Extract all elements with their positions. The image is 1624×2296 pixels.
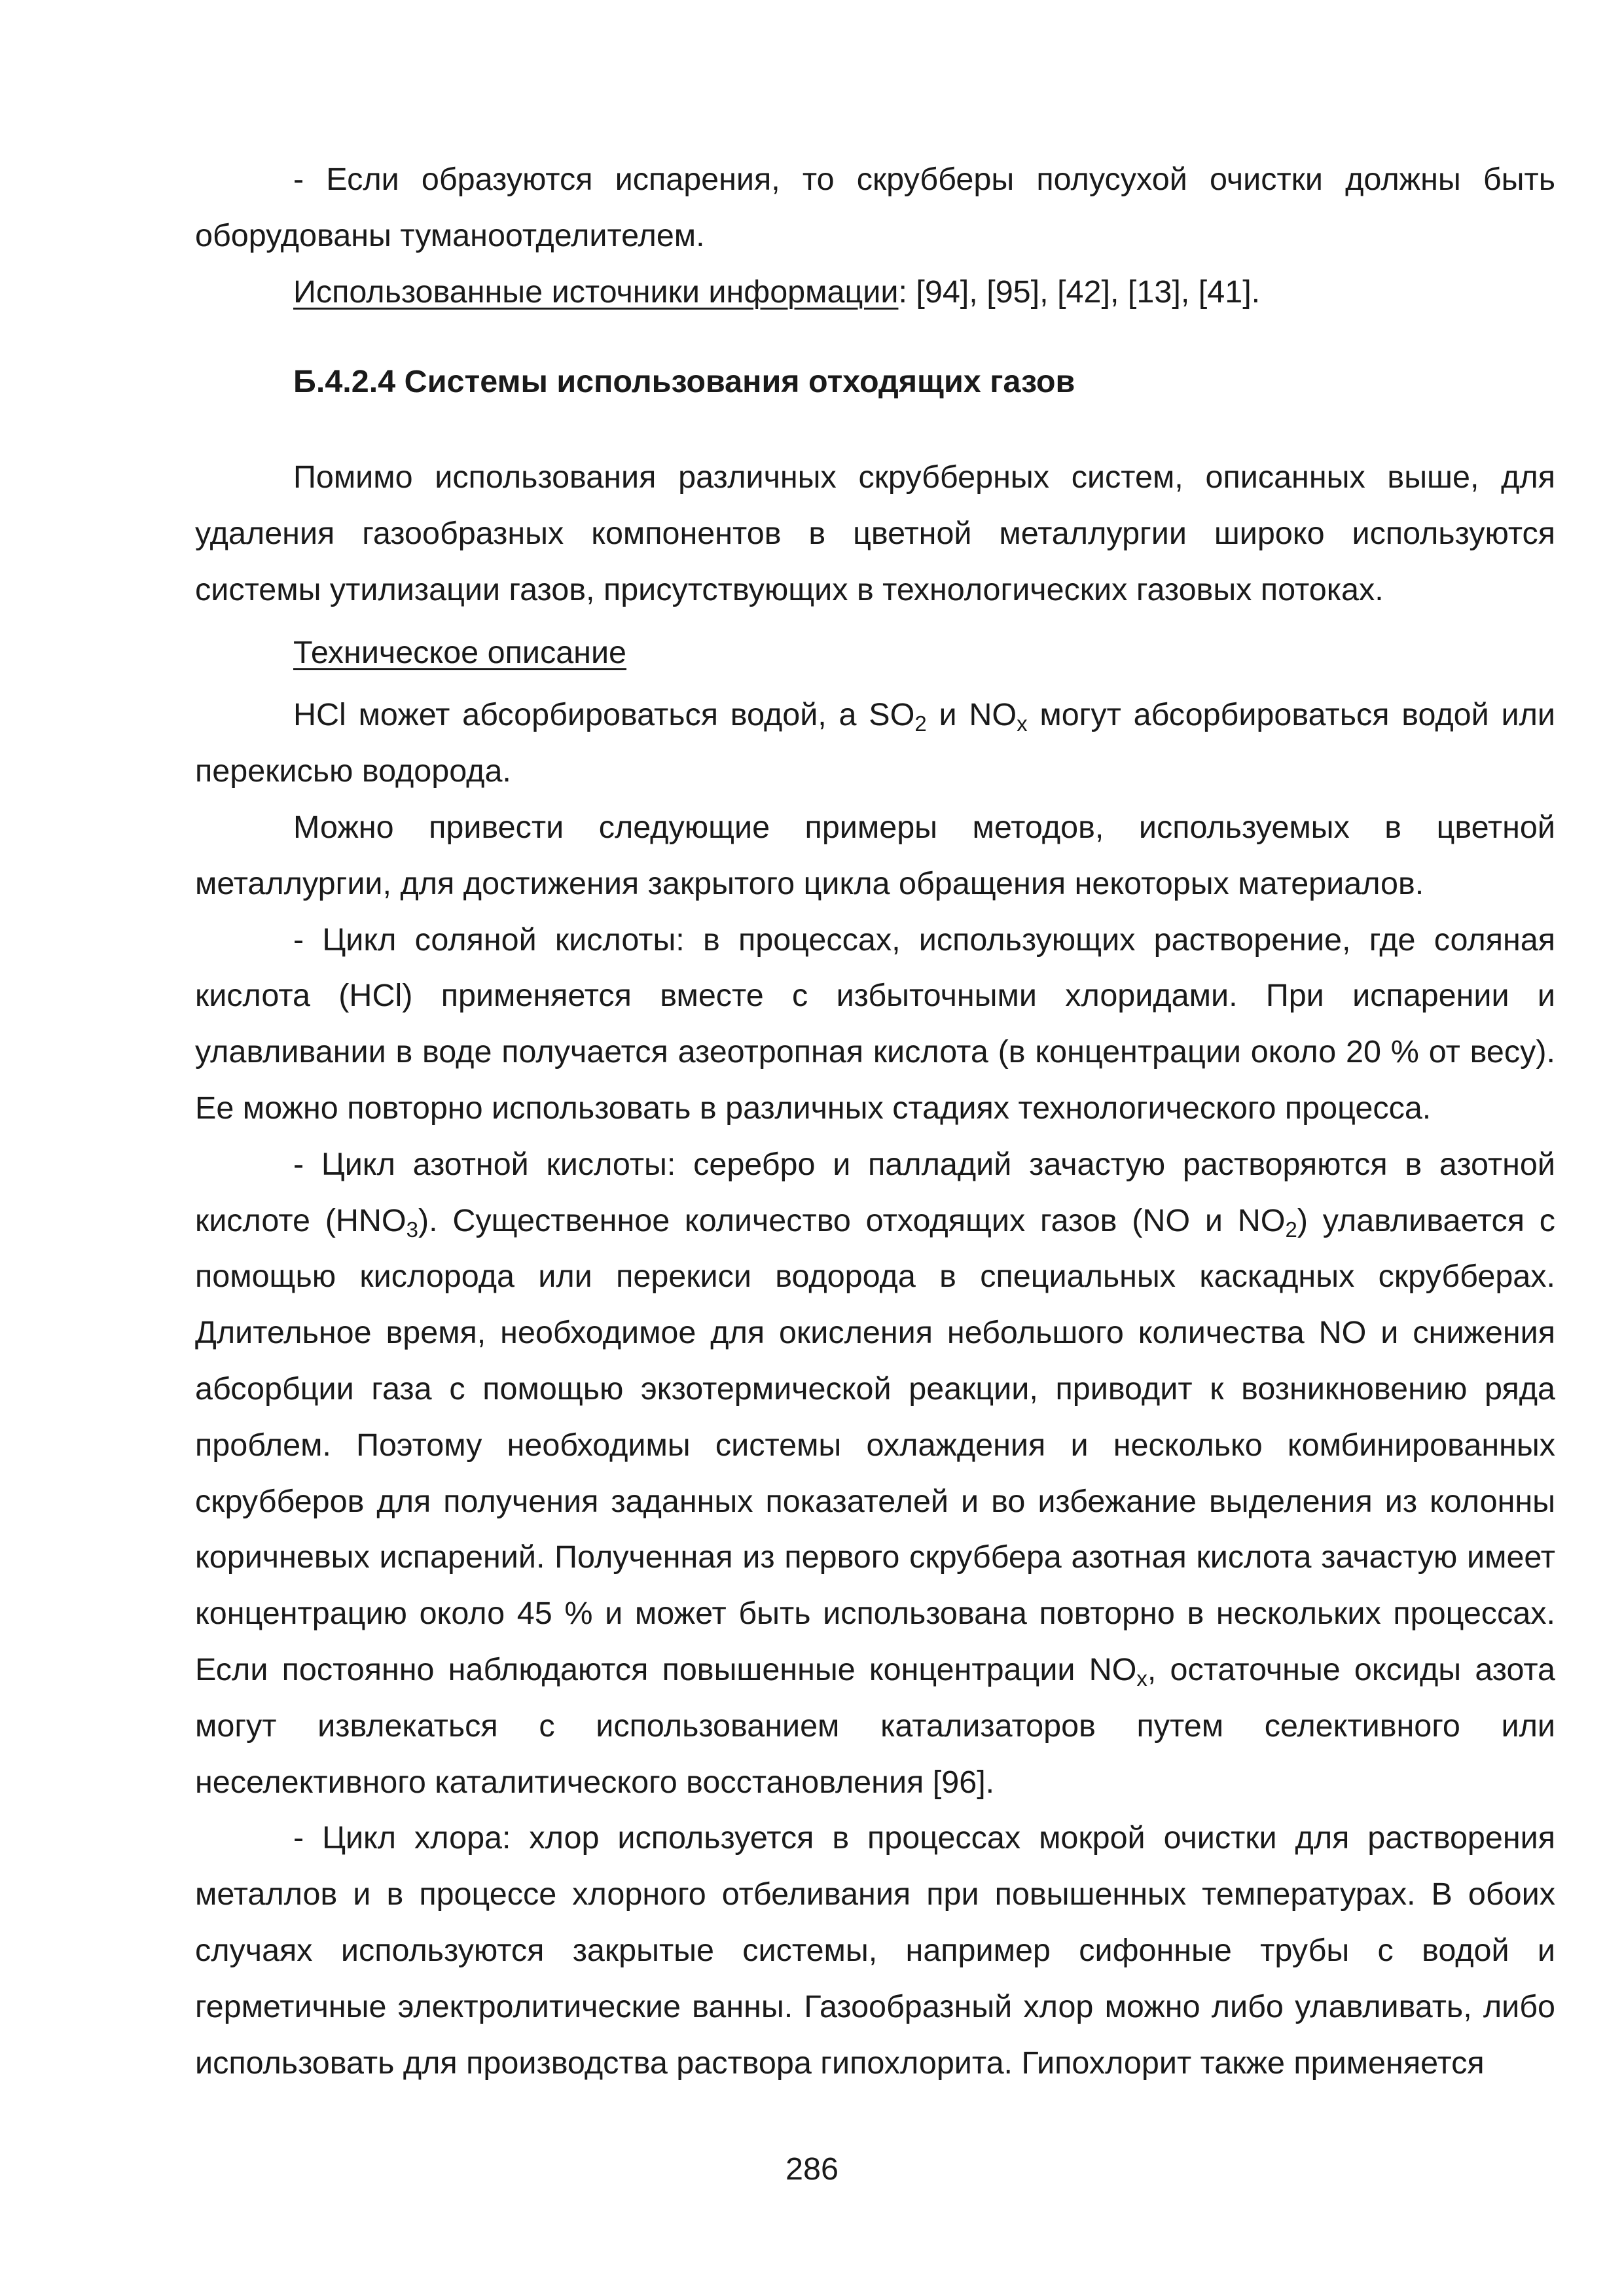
paragraph-mist-eliminator: - Если образуются испарения, то скрубберы полусухой очистки должны быть оборудованы туманоотделителем. [195, 162, 1555, 253]
subscript: x [1136, 1666, 1147, 1691]
text-run: ) улавливается с помощью кислорода или перекиси водорода в специальных каскадных скрубберах. Длительное время, необходимое для окисления небольшого количества NO и снижения абсорбции газа с помощью экзотермической реакции, приводит к возникновению ряда проблем. Поэтому необходимы системы охлаждения и несколько комбинированных скрубберов для получения заданных показателей и во избежание выделения из колонны коричневых испарений. Полученная из первого скруббера азотная кислота зачастую имеет концентрацию около 45 % и может быть использована повторно в нескольких процессах. Если постоянно наблюдаются повышенные концентрации NO [195, 1202, 1555, 1687]
paragraph-absorption [195, 687, 1555, 800]
page-number: 286 [785, 2151, 839, 2187]
spacer [195, 320, 1555, 354]
document-body [195, 152, 1555, 2091]
spacer [195, 681, 1555, 687]
subscript: 2 [1285, 1217, 1297, 1242]
paragraph-nitric-acid-cycle [195, 1137, 1555, 1811]
paragraph-examples: Можно привести следующие примеры методов, используемых в цветной металлургии, для достижения закрытого цикла обращения некоторых материалов. [195, 809, 1555, 901]
text-run: ). Существенное количество отходящих газов (NO и NO [418, 1202, 1286, 1238]
text-run: HCl может абсорбироваться водой, а SO [293, 697, 915, 733]
text-run: , остаточные оксиды азота могут извлекаться с использованием катализаторов путем селективного или неселективного каталитического восстановления [96]. [195, 1651, 1555, 1800]
sources-refs: : [94], [95], [42], [13], [41]. [898, 274, 1261, 310]
paragraph-chlorine-cycle: - Цикл хлора: хлор используется в процессах мокрой очистки для растворения металлов и в процессе хлорного отбеливания при повышенных температурах. В обоих случаях используются закрытые системы, например сифонные трубы с водой и герметичные электролитические ванны. Газообразный хлор можно либо улавливать, либо использовать для производства раствора гипохлорита. Гипохлорит также применяется [195, 1820, 1555, 2081]
text-run: могут абсорбироваться водой или перекисью водорода. [195, 697, 1556, 789]
subscript: 2 [914, 711, 927, 736]
spacer [195, 410, 1555, 450]
section-heading: Б.4.2.4 Системы использования отходящих газов [293, 364, 1075, 400]
subscript: 3 [406, 1217, 418, 1242]
subscript: x [1017, 711, 1028, 736]
subheading-line [195, 625, 1555, 681]
sources-label: Использованные источники информации [293, 274, 899, 310]
spacer [195, 619, 1555, 625]
paragraph-hydrochloric-acid-cycle: - Цикл соляной кислоты: в процессах, использующих растворение, где соляная кислота (HCl) применяется вместе с избыточными хлоридами. При испарении и улавливании в воде получается азеотропная кислота (в концентрации около 20 % от весу). Ее можно повторно использовать в различных стадиях технологического процесса. [195, 922, 1555, 1126]
text-run: и NO [926, 697, 1017, 733]
paragraph-intro: Помимо использования различных скрубберных систем, описанных выше, для удаления газообразных компонентов в цветной металлургии широко используются системы утилизации газов, присутствующих в технологических газовых потоках. [195, 459, 1555, 607]
sources-line [195, 264, 1555, 321]
text-run: - Цикл азотной кислоты: серебро и палладий зачастую растворяются в азотной кислоте (HNO [195, 1146, 1555, 1238]
subheading-technical-description: Техническое описание [293, 634, 627, 670]
